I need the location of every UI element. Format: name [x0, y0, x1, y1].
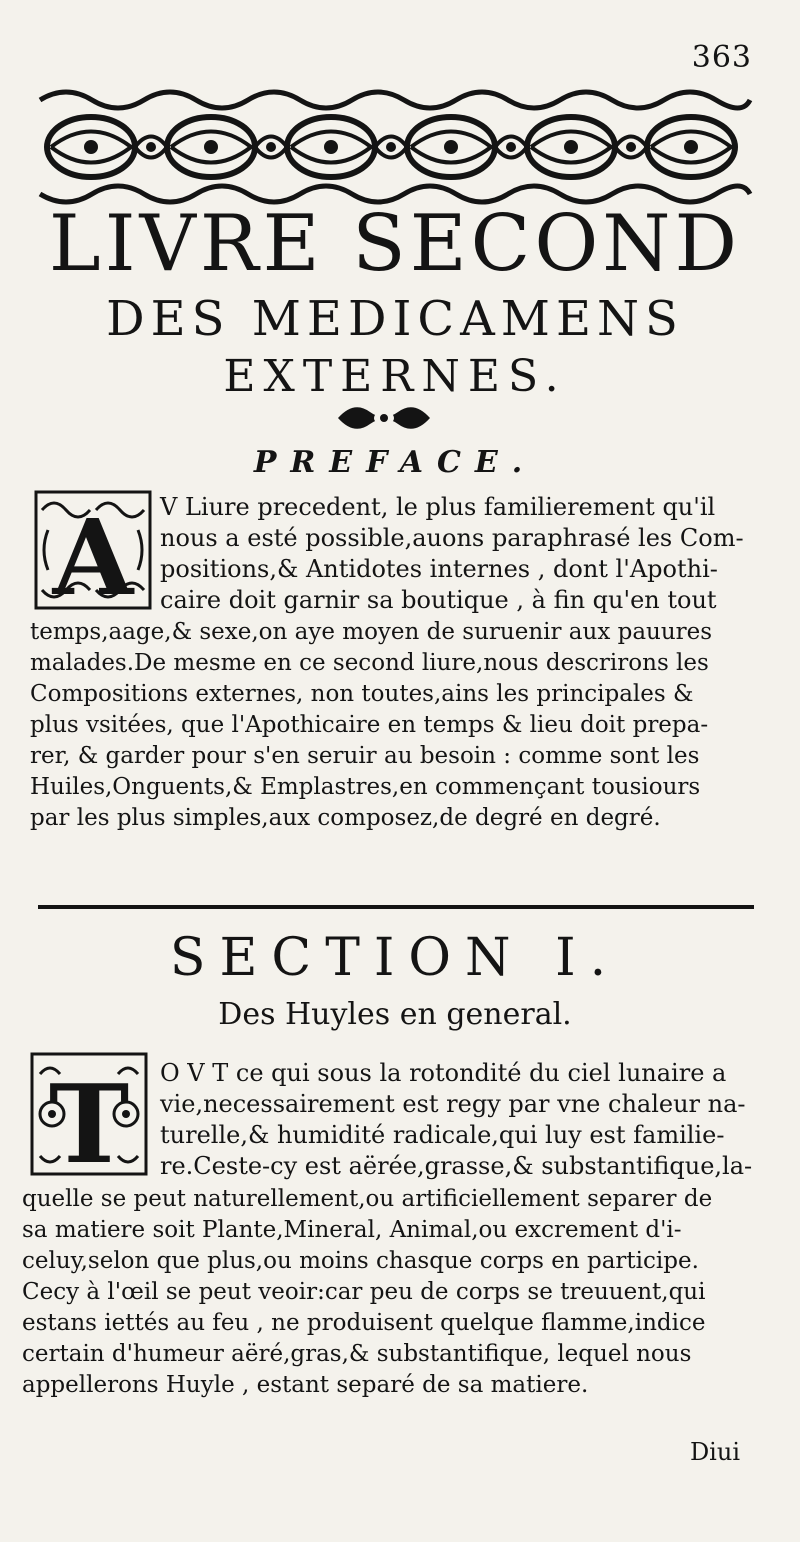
section-line: turelle,& humidité radicale,qui luy est familie- — [160, 1121, 725, 1149]
section-divider-rule — [38, 905, 754, 909]
catchword: Diui — [689, 1438, 740, 1466]
preface-line: V Liure precedent, le plus familierement qu'il — [160, 493, 716, 521]
section-subheading: Des Huyles en general. — [218, 997, 572, 1032]
section-line: sa matiere soit Plante,Mineral, Animal,ou excrement d'i- — [22, 1217, 682, 1243]
section-line: certain d'humeur aëré,gras,& substantifique, lequel nous — [22, 1341, 692, 1367]
foliate-initial-frame — [34, 490, 152, 610]
ornamental-vignette — [334, 398, 434, 438]
section-line: O V T ce qui sous la rotondité du ciel lunaire a — [160, 1059, 727, 1087]
preface-line: temps,aage,& sexe,on aye moyen de suruenir aux pauures — [30, 619, 713, 645]
section-drop-capital — [30, 1052, 148, 1176]
preface-initial-letter: A — [52, 496, 134, 610]
section-line: Cecy à l'œil se peut veoir:car peu de corps se treuuent,qui — [22, 1279, 706, 1305]
preface-line: Huiles,Onguents,& Emplastres,en commençant tousiours — [30, 774, 701, 800]
section-initial-letter: T — [48, 1062, 130, 1176]
section-line: re.Ceste-cy est aërée,grasse,& substantifique,la- — [160, 1152, 753, 1180]
preface-line: caire doit garnir sa boutique , à fin qu'en tout — [160, 586, 717, 614]
preface-heading: PREFACE. — [253, 445, 537, 480]
page-number: 363 — [691, 40, 752, 75]
preface-drop-capital — [34, 490, 152, 610]
preface-line: nous a esté possible,auons paraphrasé les Com- — [160, 524, 744, 552]
section-heading: SECTION I. — [169, 928, 621, 988]
book-subtitle: DES MEDICAMENS — [106, 291, 684, 347]
preface-line: par les plus simples,aux composez,de degré en degré. — [30, 805, 661, 831]
book-subtitle-continued: EXTERNES. — [223, 351, 567, 402]
preface-line: malades.De mesme en ce second liure,nous descrirons les — [30, 650, 709, 676]
floral-initial-frame — [30, 1052, 148, 1176]
section-line: estans iettés au feu , ne produisent quelque flamme,indice — [22, 1310, 706, 1336]
ornamental-headpiece — [36, 86, 754, 208]
section-line: vie,necessairement est regy par vne chaleur na- — [160, 1090, 746, 1118]
section-line: celuy,selon que plus,ou moins chasque corps en participe. — [22, 1248, 699, 1274]
preface-line: positions,& Antidotes internes , dont l'Apothi- — [160, 555, 718, 583]
section-line: quelle se peut naturellement,ou artificiellement separer de — [22, 1186, 713, 1212]
preface-line: Compositions externes, non toutes,ains les principales & — [30, 681, 694, 707]
book-title: LIVRE SECOND — [48, 199, 742, 289]
preface-line: plus vsitées, que l'Apothicaire en temps & lieu doit prepa- — [30, 712, 709, 738]
preface-line: rer, & garder pour s'en seruir au besoin : comme sont les — [30, 743, 700, 769]
section-line: appellerons Huyle , estant separé de sa matiere. — [22, 1372, 589, 1398]
